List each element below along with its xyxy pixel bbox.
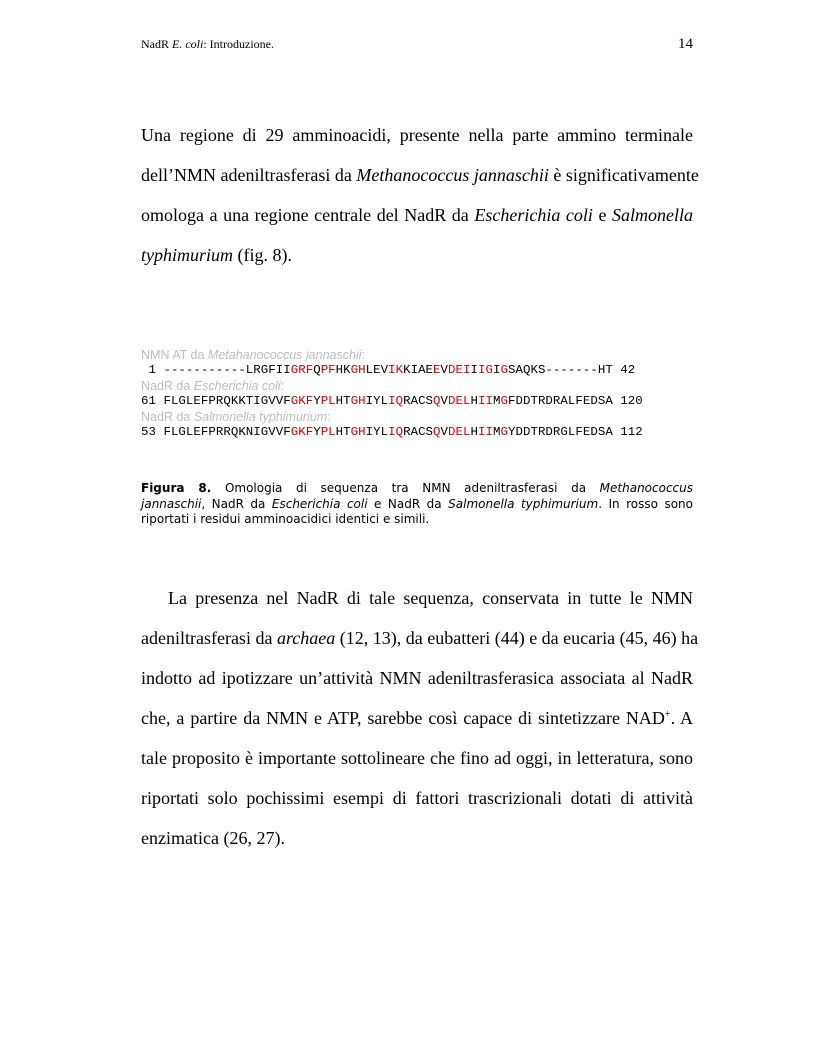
sequence-segment: 53 FLGLEFPRRQKNIGVVF	[141, 425, 291, 439]
paragraph-line: indotto ad ipotizzare un’attività NMN adeniltrasferasica associata al NadR	[141, 668, 693, 688]
highlighted-residues: E	[433, 363, 441, 377]
sequence-segment: M	[493, 425, 501, 439]
highlighted-residues: Q	[433, 425, 441, 439]
sequence-segment: I	[470, 363, 479, 377]
highlighted-residues: DEL	[448, 425, 471, 439]
paragraph-line: Una regione di 29 amminoacidi, presente nella parte ammino terminale	[141, 125, 693, 145]
highlighted-residues: II	[478, 425, 493, 439]
highlighted-residues: PL	[320, 425, 336, 439]
highlighted-residues: PF	[320, 363, 336, 377]
paragraph-2	[141, 588, 699, 868]
sequence-segment: 61 FLGLEFPRQKKTIGVVF	[141, 394, 291, 408]
page-number: 14	[678, 36, 693, 52]
sequence-segment: Y	[313, 394, 321, 408]
sequence-segment: HT	[335, 425, 351, 439]
sequence-line-salmonella	[141, 425, 701, 440]
paragraph-1	[141, 125, 699, 285]
sequence-segment: SAQKS-------HT 42	[508, 363, 636, 377]
sequence-segment: FDDTRDRALFEDSA 120	[508, 394, 643, 408]
sequence-segment: RACS	[403, 394, 434, 408]
highlighted-residues: II	[478, 394, 493, 408]
sequence-segment: LEV	[365, 363, 389, 377]
sequence-segment: IYL	[365, 425, 389, 439]
sequence-segment: 1 -----------LRGFII	[141, 363, 291, 377]
highlighted-residues: GH	[350, 394, 366, 408]
highlighted-residues: Q	[433, 394, 441, 408]
header-suffix: : Introduzione.	[203, 37, 274, 51]
alignment-label-salmonella: NadR da Salmonella typhimurium:	[141, 410, 331, 424]
highlighted-residues: GRF	[290, 363, 314, 377]
sequence-segment: M	[493, 394, 501, 408]
sequence-line-ecoli	[141, 394, 701, 409]
sequence-segment: V	[440, 425, 449, 439]
highlighted-residues: DEL	[448, 394, 471, 408]
highlighted-residues: DEI	[448, 363, 471, 377]
highlighted-residues: GH	[350, 363, 366, 377]
sequence-segment: KIAE	[403, 363, 434, 377]
highlighted-residues: PL	[320, 394, 336, 408]
sequence-segment: RACS	[403, 425, 434, 439]
paragraph-line: adeniltrasferasi da archaea (12, 13), da eubatteri (44) e da eucaria (45, 46) ha	[141, 628, 699, 648]
figure-caption	[141, 481, 693, 528]
paragraph-line: enzimatica (26, 27).	[141, 828, 285, 848]
sequence-segment: V	[440, 394, 449, 408]
highlighted-residues: IG	[478, 363, 493, 377]
highlighted-residues: GKF	[290, 425, 314, 439]
paragraph-line: tale proposito è importante sottolineare che fino ad oggi, in letteratura, sono	[141, 748, 693, 768]
caption-line: jannaschii, NadR da Escherichia coli e NadR da Salmonella typhimurium. In rosso sono	[141, 496, 694, 511]
sequence-segment: Q	[313, 363, 321, 377]
sequence-segment: YDDTRDRGLFEDSA 112	[508, 425, 643, 439]
sequence-segment: HK	[335, 363, 351, 377]
paragraph-line: omologa a una regione centrale del NadR da Escherichia coli e Salmonella	[141, 205, 693, 225]
header-italic: E. coli	[172, 37, 204, 51]
paragraph-line: dell’NMN adeniltrasferasi da Methanococcus jannaschii è significativamente	[141, 165, 699, 185]
sequence-segment: Y	[313, 425, 321, 439]
paragraph-line: La presenza nel NadR di tale sequenza, conservata in tutte le NMN	[168, 588, 693, 608]
highlighted-residues: G	[500, 425, 508, 439]
paragraph-line: typhimurium (fig. 8).	[141, 245, 292, 265]
sequence-segment: HT	[335, 394, 351, 408]
sequence-segment: H	[470, 425, 479, 439]
running-header	[141, 37, 274, 52]
caption-line: riportati i residui amminoacidici identici e simili.	[141, 512, 430, 526]
header-prefix: NadR	[141, 37, 172, 51]
sequence-segment: IYL	[365, 394, 389, 408]
sequence-segment: I	[493, 363, 501, 377]
sequence-alignment	[141, 347, 701, 440]
sequence-line-methanococcus	[141, 363, 701, 378]
alignment-label-ecoli: NadR da Escherichia coli:	[141, 379, 285, 393]
highlighted-residues: GKF	[290, 394, 314, 408]
highlighted-residues: G	[500, 394, 508, 408]
caption-line: Figura 8. Omologia di sequenza tra NMN adeniltrasferasi da Methanococcus	[141, 481, 694, 495]
alignment-label-methanococcus: NMN AT da Metahanococcus jannaschii:	[141, 348, 365, 362]
highlighted-residues: GH	[350, 425, 366, 439]
highlighted-residues: IK	[388, 363, 404, 377]
paragraph-line: che, a partire da NMN e ATP, sarebbe così capace di sintetizzare NAD+. A	[141, 708, 693, 728]
paragraph-line: riportati solo pochissimi esempi di fattori trascrizionali dotati di attività	[141, 788, 693, 808]
sequence-segment: V	[440, 363, 449, 377]
highlighted-residues: IQ	[388, 425, 404, 439]
highlighted-residues: IQ	[388, 394, 404, 408]
sequence-segment: H	[470, 394, 479, 408]
highlighted-residues: G	[500, 363, 508, 377]
